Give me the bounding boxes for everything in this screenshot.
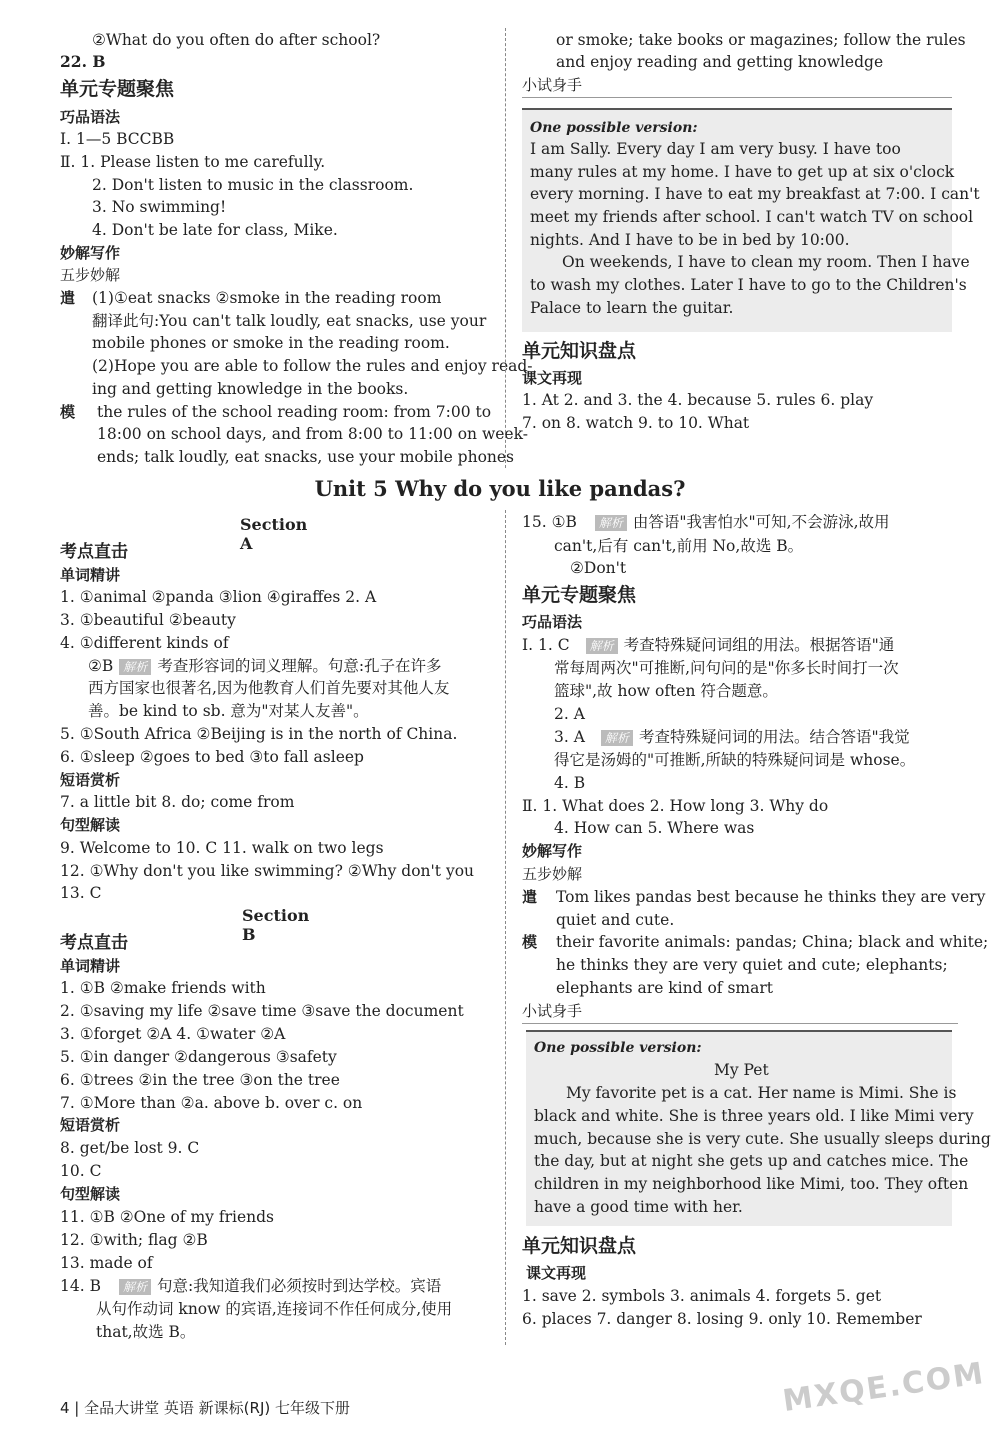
subheading: 巧品语法 (60, 108, 121, 126)
marker-zao: 遣 (522, 888, 538, 906)
subheading: 五步妙解 (60, 266, 121, 284)
text-line: 西方国家也很著名,因为他教育人们首先要对其他人友 (88, 679, 450, 697)
answer-line: 4. B (554, 774, 586, 792)
answer-line: 3. No swimming! (92, 198, 227, 216)
text-line: ing and getting knowledge in the books. (92, 380, 409, 398)
divider (522, 97, 952, 98)
text-line: mobile phones or smoke in the reading room. (92, 334, 450, 352)
essay-line: On weekends, I have to clean my room. Then I have (562, 253, 970, 271)
analysis-tag: 解析 (119, 659, 151, 675)
text-line: 18:00 on school days, and from 8:00 to 11:00 on week- (97, 425, 528, 443)
answer-line: 22. B (60, 52, 106, 71)
column-divider (505, 510, 506, 1345)
answer-line: 10. C (60, 1162, 102, 1180)
essay-line: black and white. She is three years old. I like Mimi very (534, 1107, 974, 1125)
answer-line: Ⅱ. 1. What does 2. How long 3. Why do (522, 797, 829, 815)
essay-line: have a good time with her. (534, 1198, 743, 1216)
answer-line: 7. ①More than ②a. above b. over c. on (60, 1094, 363, 1112)
essay-line: to wash my clothes. Later I have to go to the Children's (530, 276, 967, 294)
answer-value: Ⅰ. 1. C (522, 636, 570, 654)
answer-value: 3. A (554, 728, 585, 746)
try-label: 小试身手 (522, 1002, 583, 1020)
analysis-tag: 解析 (601, 730, 633, 746)
answer-line: 4. Don't be late for class, Mike. (92, 221, 338, 239)
analysis-text: 考查特殊疑问词的用法。结合答语"我觉 (638, 728, 910, 746)
answer-value: ②B (88, 657, 114, 675)
answer-line: 13. made of (60, 1254, 153, 1272)
sample-essay-box (522, 108, 980, 332)
answer-line (554, 726, 910, 748)
essay-line: I am Sally. Every day I am very busy. I have too (530, 140, 901, 158)
essay-line: much, because she is very cute. She usually sleeps during (534, 1130, 991, 1148)
answer-line (88, 655, 442, 677)
essay-line: the day, but at night she gets up and catches mice. The (534, 1152, 969, 1170)
answer-line: 9. Welcome to 10. C 11. walk on two legs (60, 839, 384, 857)
text-line: 篮球",故 how often 符合题意。 (554, 682, 778, 700)
section-b-heading: Section B (242, 906, 310, 944)
subheading: 句型解读 (60, 816, 121, 834)
answer-line: 4. ①different kinds of (60, 634, 229, 652)
text-line: their favorite animals: pandas; China; black and white; (556, 933, 989, 951)
sample-essay-box (526, 1030, 991, 1226)
subheading: 句型解读 (60, 1185, 121, 1203)
answer-line: 2. ①saving my life ②save time ③save the document (60, 1002, 464, 1020)
section-heading: 单元知识盘点 (522, 1235, 637, 1257)
text-line: or smoke; take books or magazines; follow the rules (556, 31, 966, 49)
text-line: quiet and cute. (556, 911, 675, 929)
section-heading: 考点直击 (60, 933, 128, 953)
text-line: 常每周两次"可推断,问句问的是"你多长时间打一次 (554, 659, 899, 677)
section-heading: 单元知识盘点 (522, 340, 637, 362)
answer-line (522, 634, 894, 656)
answer-line: 4. How can 5. Where was (554, 819, 755, 837)
subheading: 妙解写作 (60, 244, 121, 262)
essay-line: nights. And I have to be in bed by 10:00. (530, 231, 850, 249)
unit-title: Unit 5 Why do you like pandas? (314, 476, 686, 501)
subheading: 课文再现 (526, 1264, 587, 1282)
answer-line: 12. ①Why don't you like swimming? ②Why don't you (60, 862, 475, 880)
column-divider (505, 28, 506, 468)
answer-line: 5. ①South Africa ②Beijing is in the north of China. (60, 725, 458, 743)
subheading: 妙解写作 (522, 842, 583, 860)
answer-line: Ⅱ. 1. Please listen to me carefully. (60, 153, 326, 171)
answer-line: 1. ①animal ②panda ③lion ④giraffes 2. A (60, 588, 377, 606)
subheading: 单词精讲 (60, 957, 121, 975)
answer-line: 1. ①B ②make friends with (60, 979, 266, 997)
text-line: 得它是汤姆的"可推断,所缺的特殊疑问词是 whose。 (554, 751, 916, 769)
section-heading: 单元专题聚焦 (60, 78, 175, 100)
subheading: 五步妙解 (522, 865, 583, 883)
text-line: the rules of the school reading room: from 7:00 to (97, 403, 492, 421)
essay-heading: My Pet (714, 1061, 769, 1079)
answer-line: ②Don't (570, 559, 627, 577)
answer-line: 2. A (554, 705, 585, 723)
text-line: ends; talk loudly, eat snacks, use your mobile phones (97, 448, 515, 466)
analysis-text: 考查形容词的词义理解。句意:孔子在许多 (157, 657, 442, 675)
essay-line: many rules at my home. I have to get up at six o'clock (530, 163, 955, 181)
text-line: 从句作动词 know 的宾语,连接词不作任何成分,使用 (96, 1300, 453, 1318)
box-title: One possible version: (534, 1040, 702, 1056)
box-title: One possible version: (530, 120, 698, 136)
answer-line: 3. ①forget ②A 4. ①water ②A (60, 1025, 286, 1043)
text-line: ②What do you often do after school? (92, 31, 381, 49)
analysis-text: 句意:我知道我们必须按时到达学校。宾语 (156, 1277, 442, 1295)
marker-zao: 遣 (60, 289, 76, 307)
section-a-heading: Section A (240, 515, 308, 553)
answer-line: Ⅰ. 1—5 BCCBB (60, 130, 175, 148)
try-label: 小试身手 (522, 76, 583, 94)
answer-line: 7. on 8. watch 9. to 10. What (522, 414, 750, 432)
essay-line: meet my friends after school. I can't watch TV on school (530, 208, 974, 226)
analysis-text: 考查特殊疑问词组的用法。根据答语"通 (623, 636, 895, 654)
subheading: 短语赏析 (60, 1116, 121, 1134)
analysis-text: 由答语"我害怕水"可知,不会游泳,故用 (632, 513, 890, 531)
answer-line: 2. Don't listen to music in the classroom. (92, 176, 414, 194)
subheading: 短语赏析 (60, 771, 121, 789)
answer-line: 6. ①sleep ②goes to bed ③to fall asleep (60, 748, 364, 766)
marker-mo: 模 (60, 403, 76, 421)
text-line: (2)Hope you are able to follow the rules and enjoy read- (92, 357, 533, 375)
divider (522, 1023, 958, 1024)
page-footer: 4 | 全品大讲堂 英语 新课标(RJ) 七年级下册 (60, 1399, 350, 1417)
text-line: can't,后有 can't,前用 No,故选 B。 (554, 537, 804, 555)
essay-line: children in my neighborhood like Mimi, too. They often (534, 1175, 969, 1193)
text-line: that,故选 B。 (96, 1323, 196, 1341)
text-line: (1)①eat snacks ②smoke in the reading room (92, 289, 442, 307)
answer-line (522, 511, 890, 533)
text-line: 翻译此句:You can't talk loudly, eat snacks, use your (92, 312, 487, 330)
text-line: Tom likes pandas best because he thinks they are very (556, 888, 986, 906)
answer-line: 6. ①trees ②in the tree ③on the tree (60, 1071, 340, 1089)
subheading: 单词精讲 (60, 566, 121, 584)
answer-line: 3. ①beautiful ②beauty (60, 611, 236, 629)
answer-value: 15. ①B (522, 513, 577, 531)
answer-line: 12. ①with; flag ②B (60, 1231, 208, 1249)
subheading: 巧品语法 (522, 613, 583, 631)
answer-line: 8. get/be lost 9. C (60, 1139, 200, 1157)
subheading: 课文再现 (522, 369, 583, 387)
answer-line: 1. At 2. and 3. the 4. because 5. rules 6. play (522, 391, 874, 409)
text-line: and enjoy reading and getting knowledge (556, 53, 884, 71)
answer-line: 13. C (60, 884, 102, 902)
marker-mo: 模 (522, 933, 538, 951)
text-line: 善。be kind to sb. 意为"对某人友善"。 (88, 702, 369, 720)
essay-line: Palace to learn the guitar. (530, 299, 734, 317)
essay-line: My favorite pet is a cat. Her name is Mimi. She is (566, 1084, 957, 1102)
text-line: elephants are kind of smart (556, 979, 773, 997)
section-heading: 单元专题聚焦 (522, 584, 637, 606)
answer-line (60, 1275, 441, 1297)
essay-line: every morning. I have to eat my breakfast at 7:00. I can't (530, 185, 980, 203)
analysis-tag: 解析 (595, 515, 627, 531)
analysis-tag: 解析 (586, 638, 618, 654)
text-line: he thinks they are very quiet and cute; elephants; (556, 956, 948, 974)
answer-line: 1. save 2. symbols 3. animals 4. forgets 5. get (522, 1287, 882, 1305)
answer-line: 5. ①in danger ②dangerous ③safety (60, 1048, 337, 1066)
answer-line: 11. ①B ②One of my friends (60, 1208, 274, 1226)
answer-value: 14. B (60, 1277, 101, 1295)
answer-line: 7. a little bit 8. do; come from (60, 793, 295, 811)
watermark: MXQE.COM (780, 1355, 988, 1420)
analysis-tag: 解析 (119, 1279, 151, 1295)
section-heading: 考点直击 (60, 542, 128, 562)
answer-line: 6. places 7. danger 8. losing 9. only 10. Remember (522, 1310, 922, 1328)
